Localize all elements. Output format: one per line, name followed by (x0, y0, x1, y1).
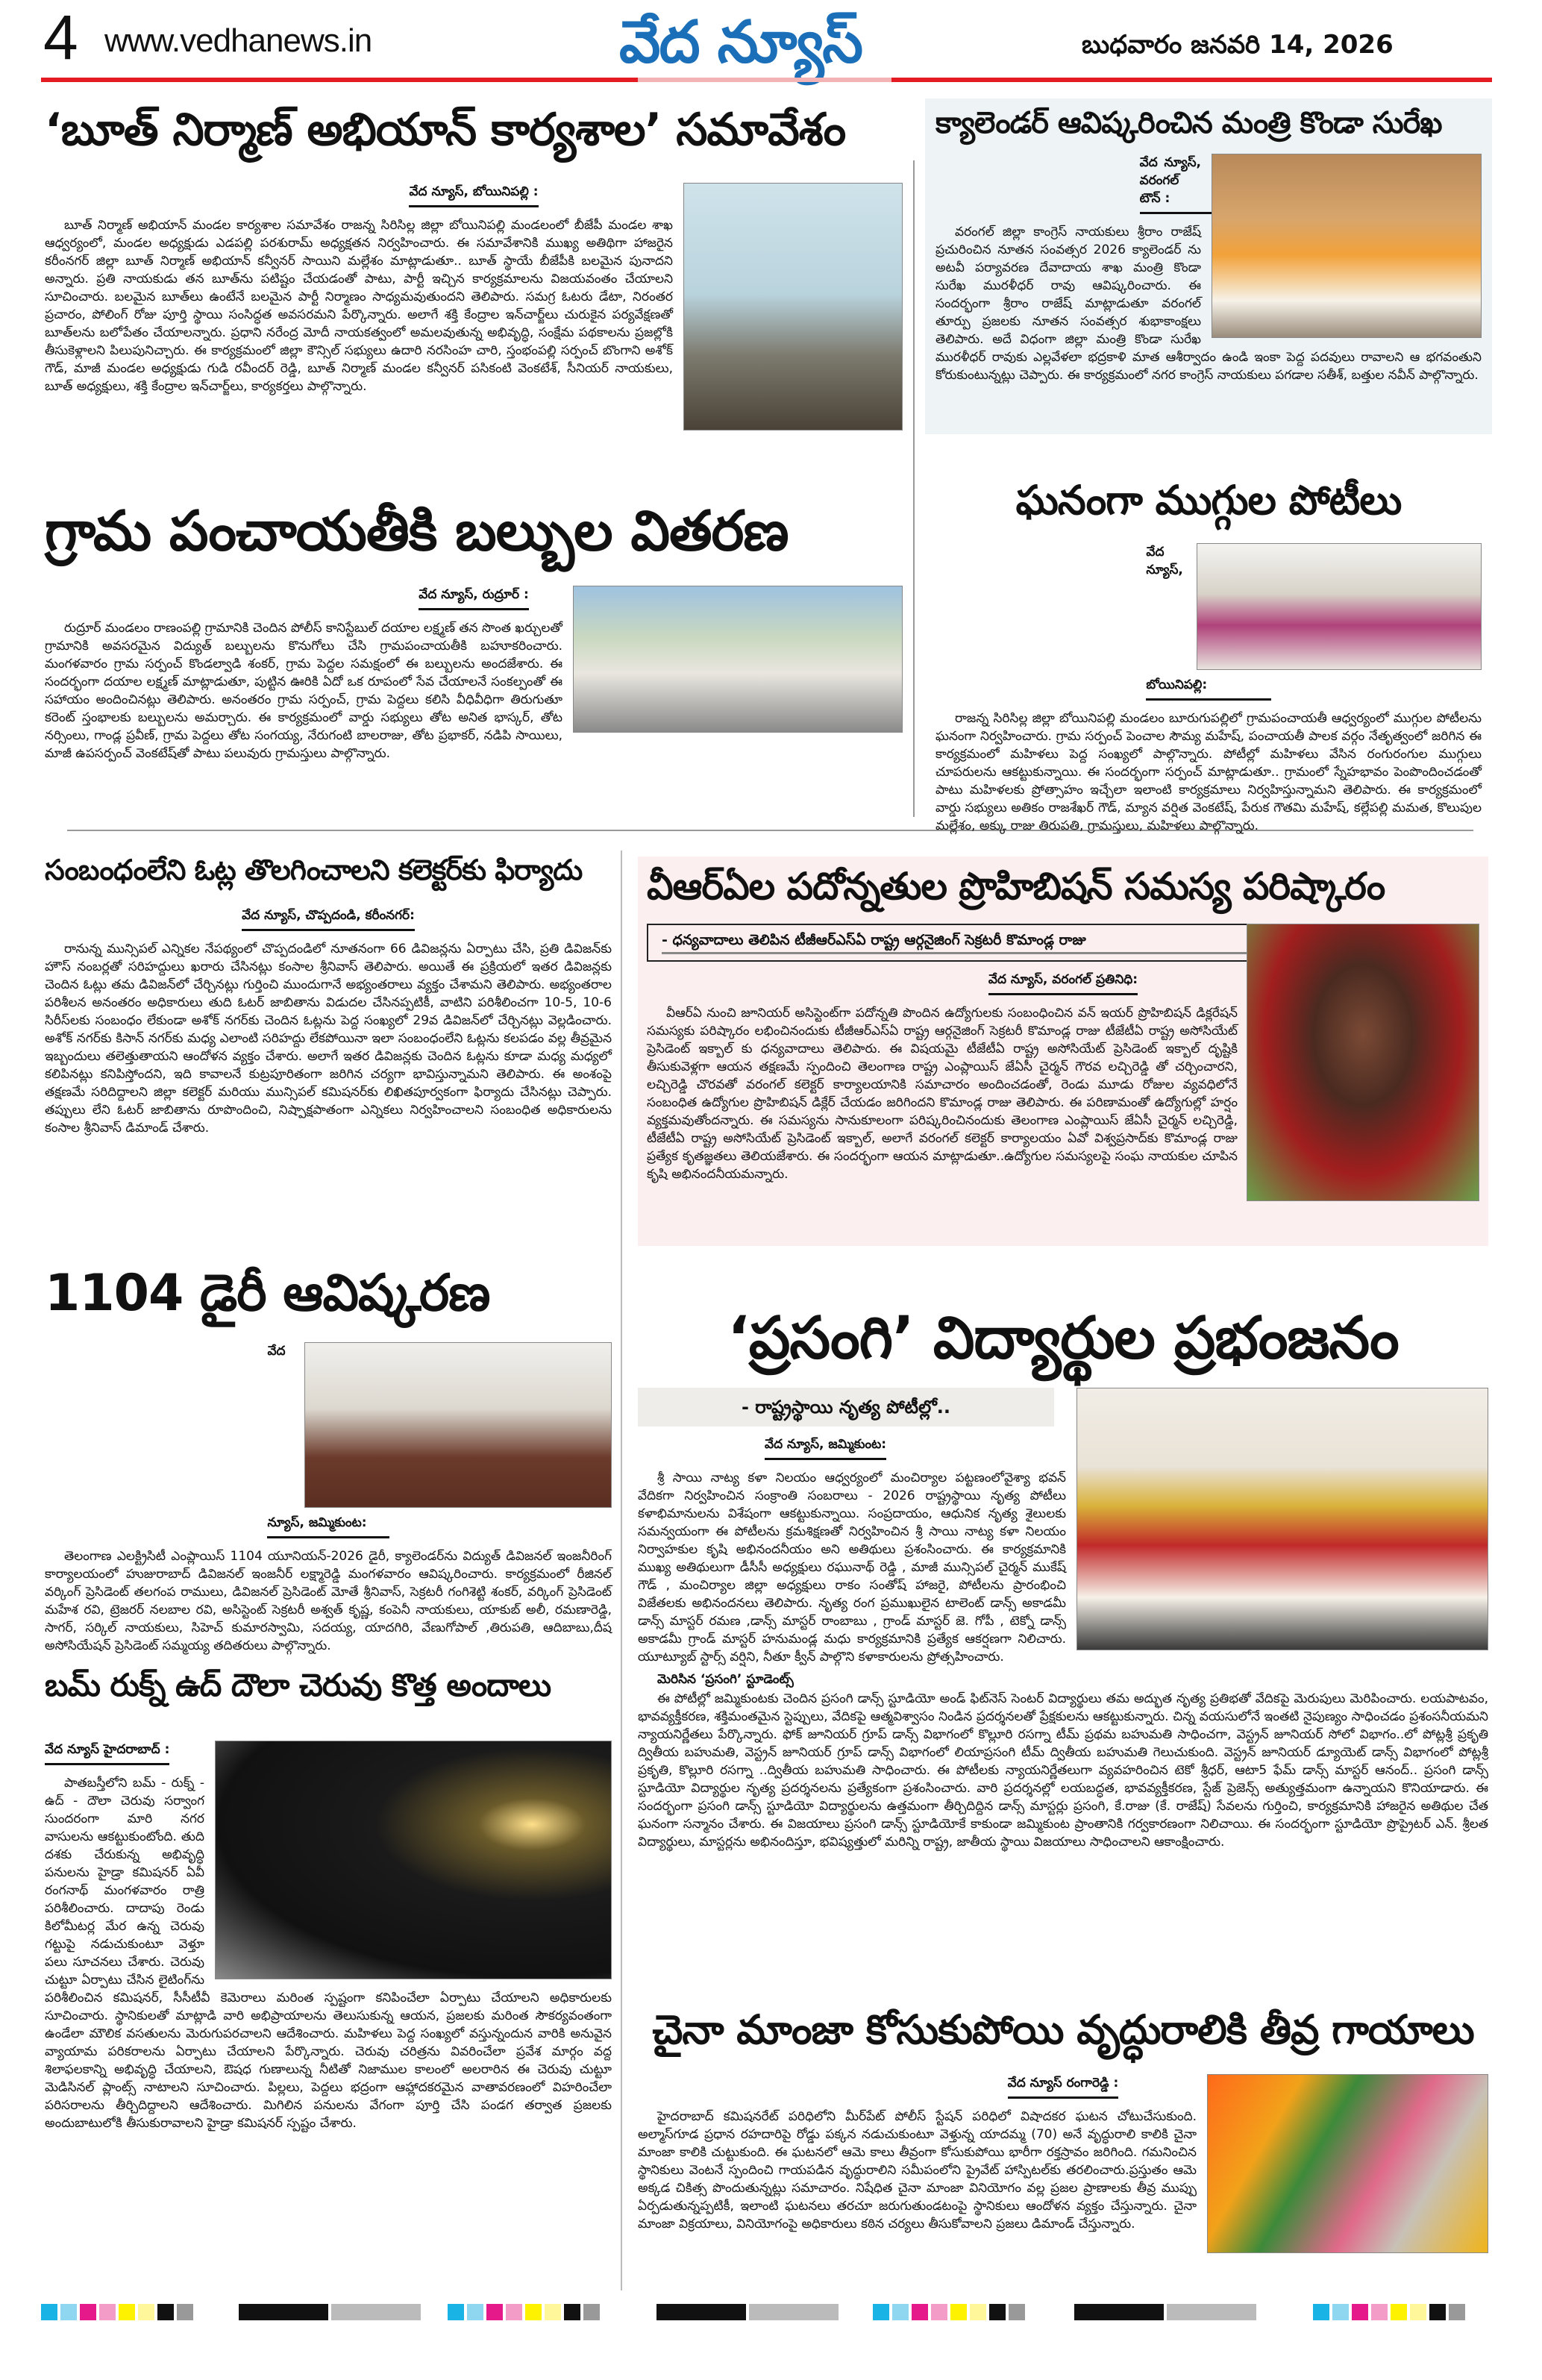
photo-commissioner-inspection (215, 1741, 612, 1979)
article-body: ఈ పోటీల్లో జమ్మికుంటకు చెందిన ప్రసంగి డాన్స్ స్టూడియో అండ్ ఫిట్‌నెస్ సెంటర్ విద్యార్థులు తమ అద్భుత నృత్య ప్రతిభతో వేదికపై మెరుపులు మెరిపించారు. లయపాటవం, భావవ్యక్తీకరణ, శక్తిమంతమైన స్టెప్పులు, వేదికపై ఆత్మవిశ్వాసం నిండిన ప్రదర్శనలతో ప్రేక్షకులను ఆకట్టుకున్నారు. చిన్న వయసులోనే ఇంతటి నైపుణ్యం సాధించడం ప్రశంసనీయమని న్యాయనిర్ణేతలు పేర్కొన్నారు. ఫోక్ జూనియర్ గ్రూప్ డాన్స్ విభాగంలో కొల్లూరి రసగ్నా టీమ్ ప్రథమ బహుమతి సాధించగా, వెస్ట్రన్ జూనియర్ సోలో విభాగం..లో పోట్లశ్రీ ప్రకృతి ద్వితీయ బహుమతి, వెస్ట్రన్ జూనియర్ గ్రూప్ డాన్స్ విభాగంలో లియాప్రసంగి టీమ్ ద్వితీయ బహుమతి గెలుచుకుంది. వెస్ట్రన్ జూనియర్ డ్యూయెట్ డాన్స్ విభాగంలో పోట్లశ్రీ ప్రకృతి, కొల్లూరి రసగ్నా ..ద్వితీయ బహుమతి సాధించారు. ఈ పోటీలకు న్యాయనిర్ణేతలుగా వ్యవహరించిన టెకో శ్రీధర్, ఆటా5 ఫేమ్ డాన్స్ మాస్టర్ ఆనంద్.. ప్రసంగి డాన్స్ స్టూడియో విద్యార్థుల నృత్య ప్రదర్శనలను ప్రత్యేకంగా ప్రశంసించారు. వారి ప్రదర్శనల్లో లయబద్ధత, భావవ్యక్తీకరణ, స్టేజ్ ప్రెజెన్స్ అత్యుత్తమంగా ఉన్నాయని కొనియాడారు. ఈ సందర్భంగా ప్రసంగి డాన్స్ స్టూడియో విద్యార్థులను ఉత్తమంగా తీర్చిదిద్దిన డాన్స్ మాస్టర్లు ప్రసంగి, కే.రాజు (కే. రాజేష్) సేవలను గుర్తించి, కార్యక్రమానికి హాజరైన అతిథుల చేత ఘనంగా సన్మానం చేశారు. ఈ విజయాలు ప్రసంగి డాన్స్ స్టూడియోకే కాకుండా జమ్మికుంట ప్రాంతానికి గర్వకారణంగా నిలిచాయి. ఈ సందర్భంగా స్టూడియో ప్రొప్రైటర్ ఎన్. శ్రీలత విద్యార్థులు, మాస్టర్లను అభినందిస్తూ, భవిష్యత్తులో మరిన్ని రాష్ట్ర, జాతీయ స్థాయి విజయాలు సాధించాలని ఆకాంక్షించారు. (638, 1691, 1488, 1850)
color-registration-strip (41, 2304, 193, 2320)
section-heading: మెరిసిన ‘ప్రసంగి’ స్టూడెంట్స్ (657, 1671, 794, 1687)
photo-meeting-hall (683, 183, 903, 430)
subheadline: - ధన్యవాదాలు తెలిపిన టీజీఆర్‌ఎస్‌ఏ రాష్ట్ర ఆర్గనైజింగ్ సెక్రటరీ కొమాండ్ల రాజు (662, 931, 1464, 954)
photo-calendar-launch (1212, 154, 1482, 338)
gray-registration-bar (656, 2304, 839, 2320)
article-body: శ్రీ సాయి నాట్య కళా నిలయం ఆధ్వర్యంలో మంచిర్యాల పట్టణంలోవైశ్యా భవన్ వేదికగా నిర్వహించిన సంక్రాంతి సంబరాలు - 2026 రాష్ట్రస్థాయి నృత్య పోటీలు కళాభిమానులను విశేషంగా ఆకట్టుకున్నాయి. సంప్రదాయం, ఆధునిక నృత్య శైలులకు సమన్వయంగా ఈ పోటీలను క్రమశిక్షణతో నిర్వహించిన శ్రీ సాయి నాట్య కళా నిలయం నిర్వాహకుల కృషి అభినందనీయం అని అతిథులు ప్రశంసించారు. ఈ కార్యక్రమానికి ముఖ్య అతిథులుగా డీసీసీ అధ్యక్షులు రఘునాథ్ రెడ్డి , మాజీ మున్సిపల్ చైర్మన్ ముకేష్ గౌడ్ , మంచిర్యాల జిల్లా అధ్యక్షులు రాకం సంతోష్ హాజరై, పోటీలను ప్రారంభించి విజేతలకు అభినందనలు తెలిపారు. నృత్య రంగ ప్రముఖులైన టాలెంట్ డాన్స్ అకాడమీ డాన్స్ మాస్టర్ రమణ ,డాన్స్ మాస్టర్ రాంబాబు , గ్రాండ్ మాస్టర్ జె. గోపీ , టెక్నో డాన్స్ అకాడమీ గ్రాండ్ మాస్టర్ హనుమండ్ల మధు కార్యక్రమానికి ప్రత్యేక ఆకర్షణగా నిలిచారు. యూట్యూబ్ స్టార్స్ వర్షిని, నీతూ క్వీన్ పాల్గొని కళాకారులను ప్రోత్సహించారు. (638, 1470, 1066, 1665)
article-1104-diary (45, 1264, 612, 1654)
masthead-logo: వేద న్యూస్ (619, 9, 862, 76)
article-lake-beautification (45, 1667, 612, 2294)
article-prasangi-dance (638, 1306, 1488, 1962)
headline: ఘనంగా ముగ్గుల పోటీలు (1015, 477, 1402, 524)
column-divider (621, 851, 622, 2290)
article-body: రాజన్న సిరిసిల్ల జిల్లా బోయినిపల్లి మండలం బూరుగుపల్లిలో గ్రామపంచాయతీ ఆధ్వర్యంలో ముగ్గుల పోటీలను ఘనంగా నిర్వహించారు. గ్రామ సర్పంచ్ పెంచాల సౌమ్య మహేష్, పంచాయతీ పాలక వర్గం నేతృత్వంలో జరిగిన ఈ కార్యక్రమంలో మహిళలు పెద్ద సంఖ్యలో పాల్గొన్నారు. పోటీల్లో మహిళలు వేసిన రంగురంగుల ముగ్గులు చూపరులను ఆకట్టుకున్నాయి. ఈ సందర్భంగా సర్పంచ్ మాట్లాడుతూ.. గ్రామంలో స్నేహభావం పెంపొందించడంతో పాటు మహిళలకు ప్రోత్సాహం ఇచ్చేలా ఇలాంటి కార్యక్రమాలు నిర్వహిస్తున్నామని తెలిపారు. ఈ కార్యక్రమంలో వార్డు సభ్యులు అతికం రాజశేఖర్ గౌడ్, మ్యాన వర్షిత వెంకటేష్, పేరుక గౌతమి మహేష్, కల్లేపల్లి మమత, కొలుపుల మల్లేశం, అక్కు రాజు తిరుపతి, గ్రామస్తులు, మహిళలు పాల్గొన్నారు. (935, 711, 1482, 834)
article-body: రుద్రూర్ మండలం రాణంపల్లి గ్రామానికి చెందిన పోలీస్ కానిస్టేబుల్ దయాల లక్ష్మణ్ తన సొంత ఖర్చులతో గ్రామానికి అవసరమైన విద్యుత్ బల్బులను కొనుగోలు చేసి గ్రామపంచాయతీకి బహూకరించారు. మంగళవారం గ్రామ సర్పంచ్ కొండల్వాడి శంకర్, గ్రామ పెద్దల సమక్షంలో ఈ బల్బులను అందజేశారు. ఈ సందర్భంగా దయాల లక్ష్మణ్ మాట్లాడుతూ, పుట్టిన ఊరికి ఏదో ఒక రూపంలో సేవ చేయాలనే సంకల్పంతో ఈ సహాయం అందించినట్లు తెలిపారు. అనంతరం గ్రామ సర్పంచ్, గ్రామ పెద్దలు కలిసి వీధివీధిగా తిరుగుతూ కరెంట్ స్తంభాలకు బల్బులను అమర్చారు. ఈ కార్యక్రమంలో వార్డు సభ్యులు తోట అనిత భాస్కర్, తోట నర్సింలు, గాండ్ల ప్రవీణ్, గ్రామ పెద్దలు తోట సంగయ్య, నేరుగంటి బాలరాజు, తోట ప్రభాకర్, నడిపి సాయిలు, మాజీ ఉపసర్పంచ్ వెంకటేష్‌తో పాటు పలువురు గ్రామస్తులు పాల్గొన్నారు. (45, 621, 562, 762)
headline: ‘బూత్ నిర్మాణ్ అభియాన్ కార్యశాల’ సమావేశం (45, 104, 846, 156)
photo-rangoli-winners (1197, 543, 1482, 670)
article-body: రానున్న మున్సిపల్ ఎన్నికల నేపథ్యంలో చొప్పదండిలో నూతనంగా 66 డివిజన్లను ఏర్పాటు చేసి, ప్రతి డివిజన్‌కు హౌస్ నంబర్లతో సరిహద్దులు ఖరారు చేసినట్లు కంసాల శ్రీనివాస్ తెలిపారు. అయితే ఈ ప్రక్రియలో ఇతర డివిజన్లకు చెందిన ఓట్లు తమ డివిజన్‌లో చేర్చినట్లు గుర్తించి ముందుగానే అభ్యంతరాలు వ్యక్తం చేశామని తెలిపారు. అభ్యంతరాల పరిశీలన అనంతరం అధికారులు తుది ఓటర్ జాబితాను విడుదల చేసినప్పటికీ, వాటిని పరిశీలించగా 10-5, 10-6 సిరీస్‌లకు సంబంధం లేకుండా అశోక్ నగర్‌కు చెందిన ఓట్లను పెద్ద సంఖ్యలో 29వ డివిజన్‌లో చేర్చినట్లు వెల్లడించారు. అశోక్ నగర్‌కు కిసాన్ నగర్‌కు మధ్య ఎలాంటి సరిహద్దు లేకపోయినా ఇలా సంబంధంలేని ఓట్లను కలపడం వల్ల తీవ్రమైన ఇబ్బందులు తలెత్తుతాయని ఆందోళన వ్యక్తం చేశారు. అలాగే ఇతర డివిజన్లకు చెందిన ఓట్లను కూడా మధ్య మధ్యలో కలిపినట్లు కనిపిస్తోందని, ఇది కావాలనే కుట్రపూరితంగా జరిగిన చర్యగా భావిస్తున్నామని తెలిపారు. ఈ అంశంపై తక్షణమే సరిదిద్దాలని జిల్లా కలెక్టర్ మరియు మున్సిపల్ కమిషనర్‌కు లిఖితపూర్వకంగా ఫిర్యాదు చేసినట్లు చెప్పారు. తప్పులు లేని ఓటర్ జాబితాను రూపొందించి, నిష్పాక్షపాతంగా ఎన్నికలు నిర్వహించాలని సంబంధిత అధికారులను కంసాల శ్రీనివాస్ డిమాండ్ చేశారు. (45, 941, 612, 1136)
article-china-manja (638, 2007, 1488, 2294)
article-calendar (925, 98, 1492, 434)
subheadline: - రాష్ట్రస్థాయి నృత్య పోటీల్లో.. (638, 1388, 1054, 1427)
dateline: వేద న్యూస్, జమ్మికుంట: (267, 1342, 389, 1538)
dateline: వేద న్యూస్, వరంగల్ టౌన్ : (1140, 154, 1278, 214)
photo-komandla-raju (1247, 924, 1479, 1201)
headline: ‘ప్రసంగి’ విద్యార్థుల ప్రభంజనం (727, 1305, 1399, 1372)
article-body: వీఆర్‌ఏ నుంచి జూనియర్ అసిస్టెంట్‌గా పదోన్నతి పొందిన ఉద్యోగులకు సంబంధించిన వన్ ఇయర్ ప్రొహిబిషన్ డిక్లరేషన్ సమస్యకు పరిష్కారం లభించినందుకు టీజీఆర్‌ఎస్‌ఏ రాష్ట్ర ఆర్గనైజింగ్ సెక్రటరీ కొమాండ్ల రాజు టీజేటీఏ రాష్ట్ర అసోసియేట్ ప్రెసిడెంట్ ఇక్బాల్ కు ధన్యవాదాలు తెలిపారు. ఈ విషయమై టీజేటీఏ రాష్ట్ర అసోసియేట్ ప్రెసిడెంట్ ఇక్బాల్ దృష్టికి తీసుకువెళ్లగా ఆయన తక్షణమే స్పందించి తెలంగాణ రాష్ట్ర ఎంప్లాయిస్ జేఏసీ చైర్మన్ గౌరవ లచ్చిరెడ్డి తో చర్చించారని, లచ్చిరెడ్డి చొరవతో వరంగల్ కలెక్టర్ కార్యాలయానికి సమాచారం అందించడంతో, రెండు మూడు రోజుల వ్యవధిలోనే సంబంధిత ఉద్యోగుల ప్రొహిబిషన్ డిక్లేర్ చేయడం జరిగిందని కొమాండ్ల రాజు తెలిపారు. ఈ పరిణామంతో ఉద్యోగుల్లో హర్షం వ్యక్తమవుతోందన్నారు. ఈ సమస్యను సానుకూలంగా పరిష్కరించినందుకు తెలంగాణ ఎంప్లాయిస్ జేఏసీ చైర్మన్ లచ్చిరెడ్డి, టీజేటీఏ రాష్ట్ర అసోసియేట్ ప్రెసిడెంట్ ఇక్బాల్, అలాగే వరంగల్ కలెక్టర్ కార్యాలయం ఏవో విశ్వప్రసాద్‌కు కొమాండ్ల రాజు ప్రత్యేక కృతజ్ఞతలు తెలియజేశారు. ఈ సందర్భంగా ఆయన మాట్లాడుతూ..ఉద్యోగుల సమస్యలపై సంఘ నాయకుల చూపిన కృషి అభినందనీయమన్నారు. (647, 1005, 1238, 1182)
headline: వీఆర్‌ఏల పదోన్నతుల ప్రొహిబిషన్ సమస్య పరిష్కారం (647, 865, 1385, 908)
headline: చైనా మాంజా కోసుకుపోయి వృద్ధురాలికి తీవ్ర గాయాలు (652, 2006, 1474, 2053)
headline: 1104 డైరీ ఆవిష్కరణ (45, 1264, 490, 1323)
issue-date: బుధవారం జనవరి 14, 2026 (1082, 30, 1394, 60)
article-bulbs (45, 500, 903, 813)
dateline: వేద న్యూస్ హైదరాబాద్ : (45, 1741, 169, 1765)
article-body: బూత్ నిర్మాణ్ అభియాన్ మండల కార్యశాల సమావేశం రాజన్న సిరిసిల్ల జిల్లా బోయినిపల్లి మండలంలో బీజేపీ మండల శాఖ ఆధ్వర్యంలో, మండల అధ్యక్షుడు ఎడపల్లి పరశురామ్ అధ్యక్షతన నిర్వహించారు. ఈ సమావేశానికి ముఖ్య అతిథిగా హాజరైన కరీంనగర్ జిల్లా బూత్ నిర్మాణ్ అభియాన్ కన్వీనర్ సాయిని మల్లేశం మాట్లాడుతూ.. బూత్ స్థాయే బీజేపీకి బలమైన పునాదని అన్నారు. ప్రతి నాయకుడు తన బూత్‌ను పటిష్టం చేయడంతో పాటు, పార్టీ ఇచ్చిన కార్యక్రమాలను విజయవంతం చేయాలని సూచించారు. బలమైన బూత్‌లు ఉంటేనే బలమైన పార్టీ నిర్మాణం సాధ్యమవుతుందని తెలిపారు. సమగ్ర ఓటరు డేటా, నిరంతర ప్రచారం, పోలింగ్ రోజు పూర్తి స్థాయి సంసిద్ధత అవసరమని పేర్కొన్నారు. అలాగే శక్తి కేంద్రాల ఇన్‌చార్జ్‌లు చురుకైన పర్యవేక్షణతో బూత్‌లను బలోపేతం చేయాలన్నారు. ప్రధాని నరేంద్ర మోదీ నాయకత్వంలో అమలవుతున్న అభివృద్ధి, సంక్షేమ పథకాలను ప్రజల్లోకి తీసుకెళ్లాలని పిలుపునిచ్చారు. ఈ కార్యక్రమంలో జిల్లా కౌన్సిల్ సభ్యులు ఉదారి నరసింహ చారి, స్తంభంపల్లి సర్పంచ్ బొంగాని అశోక్ గౌడ్, మాజీ మండల అధ్యక్షుడు గుడి రవీందర్ రెడ్డి, బూత్ నిర్మాణ్ మండల కన్వీనర్ పసికంటి వెంకటేశ్, సీనియర్ నాయకులు, బూత్ అధ్యక్షులు, శక్తి కేంద్రాల ఇన్‌చార్జ్‌లు, కార్యకర్తలు పాల్గొన్నారు. (45, 218, 673, 394)
dateline: వేద న్యూస్ రంగారెడ్డి : (1008, 2074, 1119, 2099)
dateline: వేద న్యూస్, బోయినిపల్లి: (1146, 543, 1270, 701)
article-votes-complaint (45, 854, 612, 1212)
article-body: తెలంగాణ ఎలక్ట్రిసిటీ ఎంప్లాయిస్ 1104 యూనియన్-2026 డైరీ, క్యాలెండర్‌ను విద్యుత్ డివిజనల్ ఇంజనీరింగ్ కార్యాలయంలో హుజురాబాద్ డివిజనల్ ఇంజనీర్ లక్ష్మారెడ్డి మంగళవారం ఆవిష్కరించారు. కార్యక్రమంలో రీజినల్ వర్కింగ్ ప్రెసిడెంట్ తలగంప రాములు, డివిజనల్ ప్రెసిడెంట్ మోతే శ్రీనివాస్, సెక్రటరీ గంగిశెట్టి శంకర్, వర్కింగ్ ప్రెసిడెంట్ మహేశ రవి, ట్రెజరర్ నలబాల రవి, అసిస్టెంట్ సెక్రటరీ అశ్వత్ కృష్ణ, కంపెనీ నాయకులు, యాకుబ్ అలీ, రమణారెడ్డి, సాగర్, సర్కిల్ నాయకులు, సిహెచ్ కుమారస్వామి, సదయ్య, యాదగిరి, వేణుగోపాల్ ,తిరుపతి, ఆదిబాబు,దీష అసోసియేషన్ ప్రెసిడెంట్ సమ్మయ్య తదితరులు పాల్గొన్నారు. (45, 1549, 612, 1654)
article-vra-promotions (638, 857, 1488, 1246)
dateline: వేద న్యూస్, వరంగల్ ప్రతినిధి: (988, 971, 1138, 995)
headline: క్యాలెండర్ ఆవిష్కరించిన మంత్రి కొండా సురేఖ (935, 106, 1442, 140)
gray-registration-bar (239, 2304, 421, 2320)
color-registration-strip (1313, 2304, 1465, 2320)
dateline: వేద న్యూస్, రుద్రూర్ : (419, 586, 529, 610)
gray-registration-bar (1074, 2304, 1256, 2320)
headline: సంబంధంలేని ఓట్ల తొలగించాలని కలెక్టర్‌కు ఫిర్యాదు (45, 854, 583, 886)
page-number: 4 (43, 2, 78, 72)
dateline: వేద న్యూస్, బోయినిపల్లి : (409, 183, 538, 207)
color-registration-strip (873, 2304, 1025, 2320)
photo-bulb-distribution (573, 586, 903, 733)
headline: గ్రామ పంచాయతీకి బల్బుల వితరణ (45, 499, 789, 563)
article-booth (45, 104, 903, 448)
article-body: పాతబస్తీలోని బమ్ - రుక్న్ - ఉద్ - దౌలా చెరువు సర్వాంగ సుందరంగా మారి నగర వాసులను ఆకట్టుకుంటోంది. తుది దశకు చేరుకున్న అభివృద్ధి పనులను హైడ్రా కమిషనర్ ఏవీ రంగనాథ్ మంగళవారం రాత్రి పరిశీలించారు. దాదాపు రెండు కిలోమీటర్ల మేర ఉన్న చెరువు గట్టుపై నడుచుకుంటూ వెళ్తూ పలు సూచనలు చేశారు. చెరువు చుట్టూ ఏర్పాటు చేసిన లైటింగ్‌ను పరిశీలించిన కమిషనర్, సీసీటీవీ కెమెరాలు మరింత స్పష్టంగా కనిపించేలా ఏర్పాటు చేయాలని అధికారులకు సూచించారు. స్థానికులతో మాట్లాడి వారి అభిప్రాయాలను తెలుసుకున్న ఆయన, ప్రజలకు మరింత సౌకర్యవంతంగా ఉండేలా మౌలిక వసతులను మెరుగుపరచాలని ఆదేశించారు. మహిళలు పెద్ద సంఖ్యలో వస్తున్నందున వారికి అనువైన వ్యాయామ పరికరాలను ఏర్పాటు చేయాలని పేర్కొన్నారు. చెరువు చరిత్రను వివరించేలా ప్రవేశ మార్గం వద్ద శిలాఫలకాన్ని అభివృద్ధి చేయాలని, ఔషధ గుణాలున్న నీటితో నిజాముల కాలంలో అలరారిన ఈ చెరువు చుట్టూ మెడిసినల్ ప్లాంట్స్ నాటాలని సూచించారు. పిల్లలు, పెద్దలు భద్రంగా ఆహ్లాదకరమైన వాతావరణంలో విహరించేలా పరిసరాలను తీర్చిదిద్దాలని ఆదేశించారు. మిగిలిన పనులను వేగంగా పూర్తి చేసి పండగ తర్వాత ప్రజలకు అందుబాటులోకి తీసుకురావాలని హైడ్రా కమిషనర్ స్పష్టం చేశారు. (45, 1776, 612, 2132)
article-body: హైదరాబాద్ కమిషనరేట్ పరిధిలోని మీర్‌పేట్ పోలీస్ స్టేషన్ పరిధిలో విషాదకర ఘటన చోటుచేసుకుంది. అల్మాస్‌గూడ ప్రధాన రహదారిపై రోడ్డు పక్కన నడుచుకుంటూ వెళ్తున్న యాదమ్మ (70) అనే వృద్ధురాలి కాలికి చైనా మాంజా కాలికి చుట్టుకుంది. ఈ ఘటనలో ఆమె కాలు తీవ్రంగా కోసుకుపోయి భారీగా రక్తస్రావం జరిగింది. గమనించిన స్థానికులు వెంటనే స్పందించి గాయపడిన వృద్ధురాలిని సమీపంలోని ప్రైవేట్ హాస్పిటల్‌కు తరలించారు.ప్రస్తుతం ఆమె అక్కడ చికిత్స పొందుతున్నట్లు సమాచారం. నిషేధిత చైనా మాంజా వినియోగం వల్ల ప్రజల ప్రాణాలకు తీవ్ర ముప్పు ఏర్పడుతున్నప్పటికీ, ఇలాంటి ఘటనలు తరచూ జరుగుతుండటంపై స్థానికులు ఆందోళన వ్యక్తం చేస్తున్నారు. చైనా మాంజా విక్రయాలు, వినియోగంపై అధికారులు కఠిన చర్యలు తీసుకోవాలని ప్రజలు డిమాండ్ చేస్తున్నారు. (638, 2109, 1197, 2232)
website-url[interactable]: www.vedhanews.in (104, 22, 372, 59)
column-divider (913, 160, 915, 817)
photo-manja-spools (1207, 2074, 1488, 2253)
photo-diary-release (304, 1342, 612, 1508)
article-muggulu (925, 477, 1492, 834)
color-registration-strip (448, 2304, 600, 2320)
dateline: వేద న్యూస్, జమ్మికుంట: (765, 1435, 886, 1460)
photo-dance-students (1076, 1388, 1488, 1650)
headline: బమ్ రుక్న్ ఉద్ దౌలా చెరువు కొత్త అందాలు (45, 1667, 551, 1703)
masthead-rule-highlight (638, 78, 891, 82)
article-body: వరంగల్ జిల్లా కాంగ్రెస్ నాయకులు శ్రీరాం రాజేష్ ప్రచురించిన నూతన సంవత్సర 2026 క్యాలెండర్ ను అటవీ పర్యావరణ దేవాదాయ శాఖ మంత్రి కొండా సురేఖ మురళీధర్ రావు ఆవిష్కరించారు. ఈ సందర్భంగా శ్రీరాం రాజేష్ మాట్లాడుతూ వరంగల్ తూర్పు ప్రజలకు నూతన సంవత్సర శుభాకాంక్షలు తెలిపారు. అదే విధంగా జిల్లా మంత్రి కొండా సురేఖ మురళీధర్ రావుకు ఎల్లవేళలా భద్రకాళి మాత ఆశీర్వాదం ఉండి ఇంకా పెద్ద పదవులు రావాలని ఆ భగవంతుని కోరుకుంటున్నట్లు చెప్పారు. ఈ కార్యక్రమంలో నగర కాంగ్రెస్ నాయకులు పగడాల సతీశ్, బత్తుల నవీన్ పాల్గొన్నారు. (935, 225, 1482, 383)
dateline: వేద న్యూస్, చొప్పదండి, కరీంనగర్: (242, 906, 415, 931)
